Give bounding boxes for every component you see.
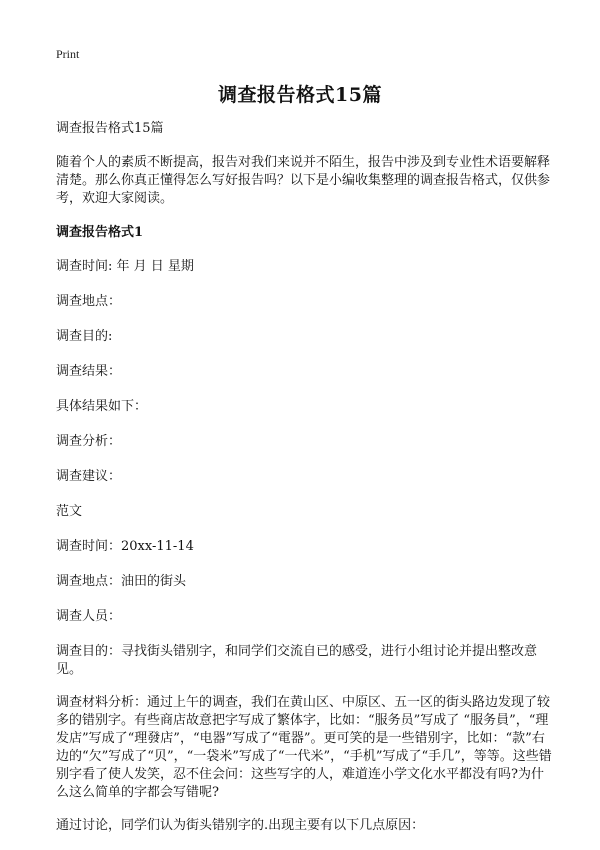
intro-paragraph: 随着个人的素质不断提高，报告对我们来说并不陌生，报告中涉及到专业性术语要解释清楚。那么你真正懂得怎么写好报告吗？以下是小编收集整理的调查报告格式，仅供参考，欢迎大家阅读。	[56, 155, 551, 206]
print-label: Print	[56, 47, 80, 61]
field-survey-result: 调查结果：	[56, 364, 122, 379]
document-title: 调查报告格式15篇	[218, 84, 382, 106]
analysis-paragraph: 调查材料分析：通过上午的调查，我们在黄山区、中原区、五一区的街头路边发现了较多的错别字。有些商店故意把字写成了繁体字，比如：“服务员”写成了 “服务員”，“理发店”写成了“理發店”，“电器”写成了“電器”。更可笑的是一些错别字，比如：“款”右边的“欠”写成了“贝”，“一袋米”写成了“一代米”，“手机”写成了“手几”，等等。这些错别字看了使人发笑，忍不住会问：这些写字的人，难道连小学文化水平都没有吗?为什么这么简单的字都会写错呢?	[56, 695, 552, 800]
field-survey-purpose: 调查目的:	[56, 329, 113, 344]
sample-survey-location: 调查地点：油田的街头	[56, 574, 187, 589]
sample-heading: 范文	[56, 504, 83, 519]
field-survey-suggestion: 调查建议：	[56, 469, 122, 484]
document-subtitle: 调查报告格式15篇	[56, 121, 164, 136]
field-survey-location: 调查地点：	[56, 294, 122, 309]
sample-survey-time: 调查时间：20xx-11-14	[56, 539, 194, 554]
document-body	[56, 120, 556, 850]
field-result-details: 具体结果如下：	[56, 399, 148, 414]
discussion-paragraph: 通过讨论，同学们认为街头错别字的.出现主要有以下几点原因：	[56, 818, 425, 833]
field-survey-analysis: 调查分析：	[56, 434, 122, 449]
purpose-paragraph: 调查目的：寻找街头错别字，和同学们交流自已的感受，进行小组讨论并提出整改意见。	[56, 644, 538, 677]
field-survey-time: 调查时间: 年 月 日 星期	[56, 259, 194, 274]
section-heading: 调查报告格式1	[56, 225, 144, 240]
sample-survey-staff: 调查人员：	[56, 609, 122, 624]
